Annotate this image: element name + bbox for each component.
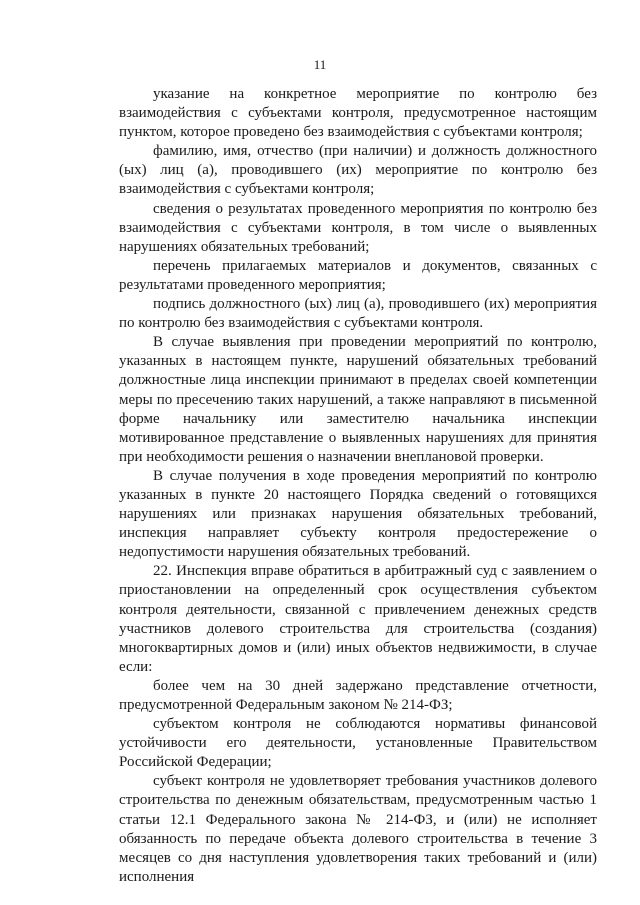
paragraph-1: указание на конкретное мероприятие по контролю без взаимодействия с субъектами контроля, предусмотренное настоящим пунктом, которое проведено без взаимодействия с субъектами контроля; bbox=[119, 86, 597, 141]
paragraph-2: фамилию, имя, отчество (при наличии) и должность должностного (ых) лиц (а), проводившего (их) мероприятие по контролю без взаимодействия с субъектами контроля; bbox=[119, 143, 597, 198]
paragraph-3: сведения о результатах проведенного мероприятия по контролю без взаимодействия с субъектами контроля, в том числе о выявленных нарушениях обязательных требований; bbox=[119, 200, 597, 255]
paragraph-6: В случае выявления при проведении мероприятий по контролю, указанных в настоящем пункте, нарушений обязательных требований должностные лица инспекции принимают в пределах своей компетенции меры по пресечению таких нарушений, а также направляют в письменной форме начальнику или заместителю начальника инспекции мотивированное представление о выявленных нарушениях для принятия при необходимости решения о назначении внеплановой проверки. bbox=[119, 334, 597, 465]
paragraph-11: субъект контроля не удовлетворяет требования участников долевого строительства по денежным обязательствам, предусмотренным частью 1 статьи 12.1 Федерального закона № 214-ФЗ, и (или) не исполняет обязанность по передаче объекта долевого строительства в течение 3 месяцев со дня наступления удовлетворения таких требований и (или) исполнения bbox=[119, 773, 597, 885]
paragraph-9: более чем на 30 дней задержано представление отчетности, предусмотренной Федеральным законом № 214-ФЗ; bbox=[119, 677, 597, 713]
paragraph-7: В случае получения в ходе проведения мероприятий по контролю указанных в пункте 20 настоящего Порядка сведений о готовящихся нарушениях или признаках нарушения обязательных требований, инспекция направляет субъекту контроля предостережение о недопустимости нарушения обязательных требований. bbox=[119, 467, 597, 561]
paragraph-4: перечень прилагаемых материалов и документов, связанных с результатами проведенного мероприятия; bbox=[119, 257, 597, 293]
paragraph-8: 22. Инспекция вправе обратиться в арбитражный суд с заявлением о приостановлении на определенный срок осуществления субъектом контроля деятельности, связанной с привлечением денежных средств участников долевого строительства для строительства (создания) многоквартирных домов и (или) иных объектов недвижимости, в случае если: bbox=[119, 563, 597, 675]
paragraph-5: подпись должностного (ых) лиц (а), проводившего (их) мероприятия по контролю без взаимодействия с субъектами контроля. bbox=[119, 296, 597, 332]
page-number: 11 bbox=[313, 57, 327, 72]
document-body bbox=[119, 85, 597, 887]
paragraph-10: субъектом контроля не соблюдаются нормативы финансовой устойчивости его деятельности, установленные Правительством Российской Федерации; bbox=[119, 716, 597, 771]
